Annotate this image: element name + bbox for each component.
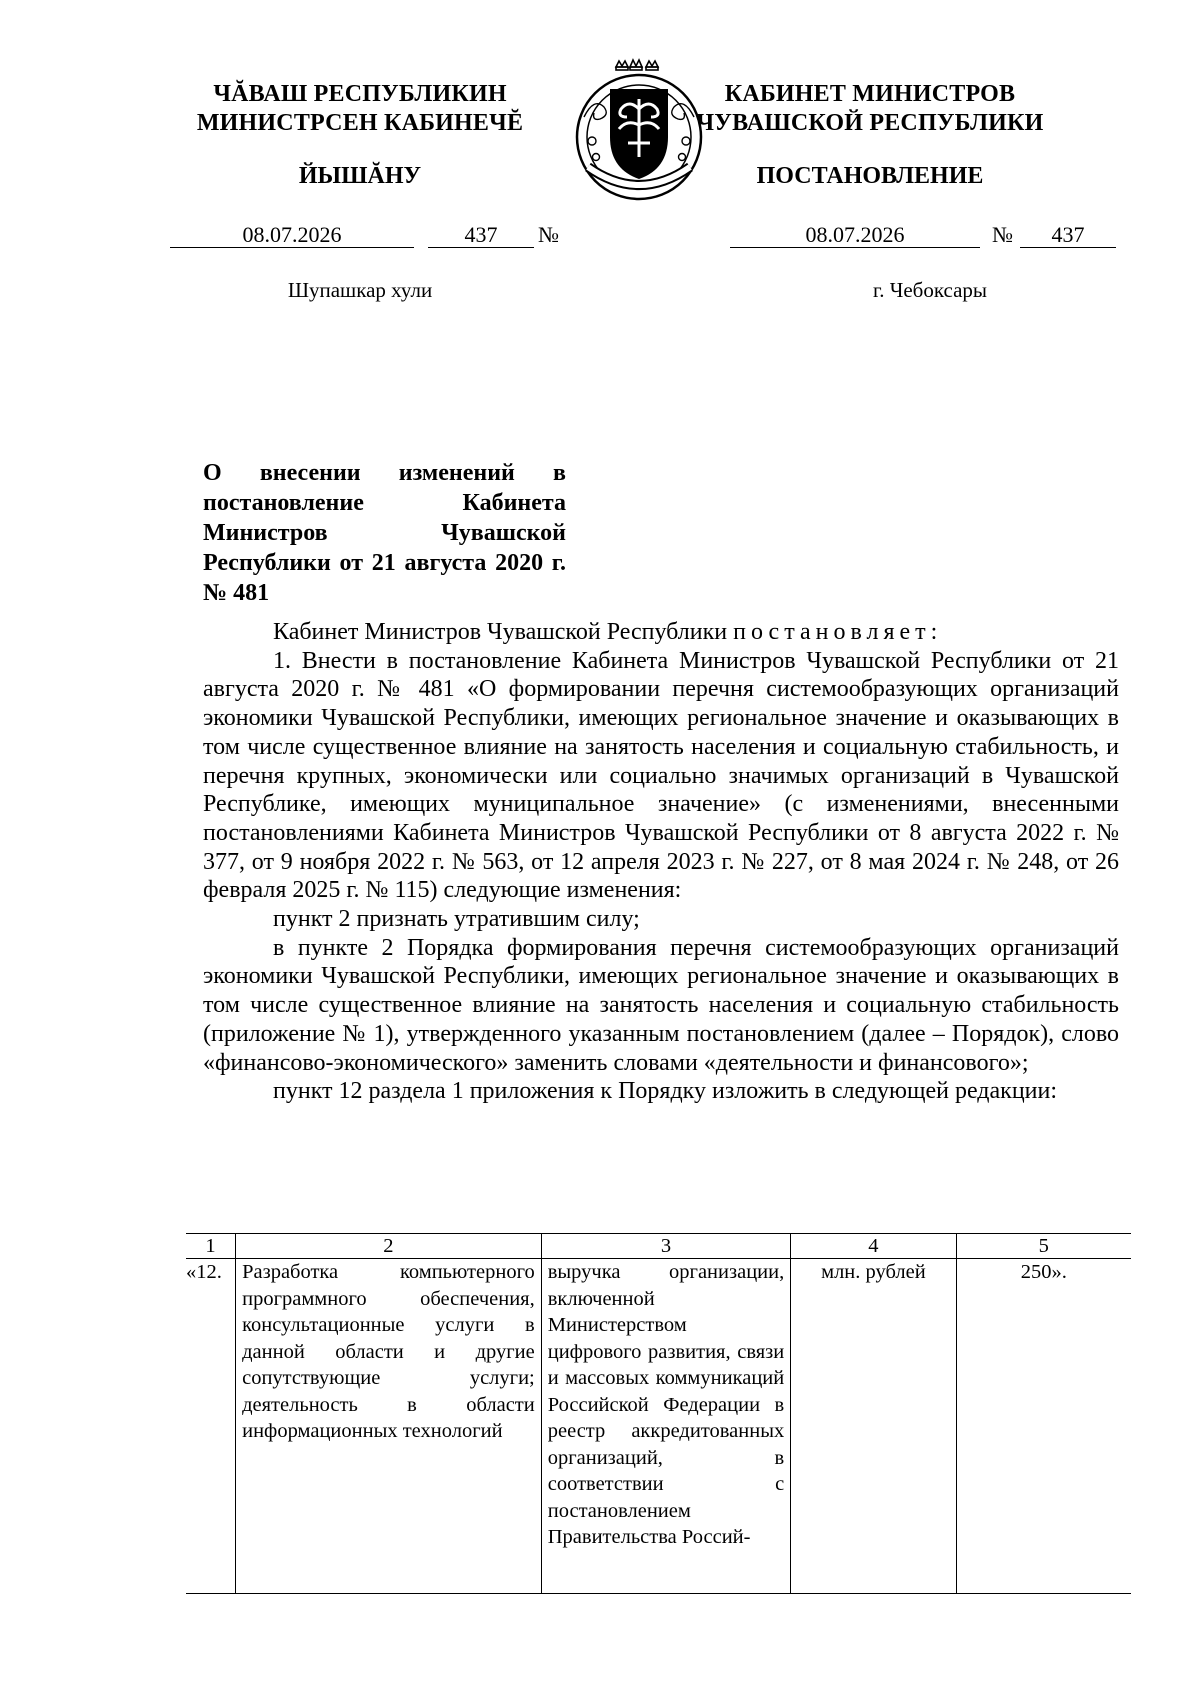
paragraph-2: пункт 2 признать утратившим силу; [273, 906, 640, 933]
header-left-doctype: ЙЫШĂНУ [298, 163, 422, 189]
place-left: Шупашкар хули [287, 278, 433, 302]
place-right: г. Чебоксары [872, 278, 988, 302]
registration-right-number-sign: № [992, 222, 1013, 247]
table-row [186, 1259, 1131, 1594]
registration-right-number: 437 [1020, 222, 1116, 248]
table-cell-unit: млн. рублей [791, 1259, 956, 1594]
document-title: О внесении изменений в постановление Кабинета Министров Чувашской Республики от 21 августа 2020 г. № 481 [203, 460, 566, 606]
table-cell-value: 250». [956, 1259, 1131, 1594]
table-header-cell: 3 [541, 1234, 791, 1259]
registration-left-date: 08.07.2026 [170, 222, 414, 248]
table-header-cell: 1 [186, 1234, 236, 1259]
registration-right-date: 08.07.2026 [730, 222, 980, 248]
header-right-org [690, 80, 1050, 138]
paragraph-3: в пункте 2 Порядка формирования перечня системообразующих организаций экономики Чувашской Республики, имеющих региональное значение и оказывающих в том числе существенное влияние на занятость населения и социальную стабильность (приложение № 1), утвержденного указанным постановлением (далее – Порядок), слово «финансово-экономического» заменить словами «деятельности и финансового»; [203, 934, 1119, 1076]
header-left-line1: ЧĂВАШ РЕСПУБЛИКИН [213, 81, 507, 107]
header-right-line2: ЧУВАШСКОЙ РЕСПУБЛИКИ [696, 110, 1044, 136]
registration-left-number: 437 [428, 222, 534, 248]
table-header-cell: 4 [791, 1234, 956, 1259]
paragraph-1: 1. Внести в постановление Кабинета Министров Чувашской Республики от 21 августа 2020 г. № 481 «О формировании перечня системообразующих организаций экономики Чувашской Республики, имеющих региональное значение и оказывающих в том числе существенное влияние на занятость населения и социальную стабильность, и перечня крупных, экономически или социально значимых организаций в Чувашской Республике, имеющих муниципальное значение» (с изменениями, внесенными постановлениями Кабинета Министров Чувашской Республики от 8 августа 2022 г. № 377, от 9 ноября 2022 г. № 563, от 12 апреля 2023 г. № 227, от 8 мая 2024 г. № 248, от 26 февраля 2025 г. № 115) следующие изменения: [203, 647, 1119, 904]
table-cell-activity: Разработка компьютерного программного обеспечения, консультационные услуги в данной области и другие сопутствующие услуги; деятельность в области информационных технологий [236, 1259, 542, 1594]
preamble-start: Кабинет Министров Чувашской Республики [273, 619, 734, 645]
coat-of-arms-emblem [570, 57, 708, 205]
table-header-row [186, 1234, 1131, 1259]
amendment-table [186, 1233, 1131, 1594]
paragraph-4: пункт 12 раздела 1 приложения к Порядку изложить в следующей редакции: [273, 1078, 1058, 1105]
coat-of-arms-icon [570, 57, 708, 205]
table-cell-criterion: выручка организации, включенной Министерством цифрового развития, связи и массовых коммуникаций Российской Федерации в реестр аккредитованных организаций, в соответствии с постановлением Правительства Россий- [541, 1259, 791, 1594]
preamble-end: : [930, 619, 938, 645]
registration-left [170, 222, 570, 248]
header-left-line2: МИНИСТРСЕН КАБИНЕЧĔ [196, 110, 524, 136]
header-right-doctype: ПОСТАНОВЛЕНИЕ [756, 163, 984, 189]
preamble [203, 618, 1119, 647]
registration-right [730, 222, 1110, 248]
table-cell-num: «12. [186, 1259, 236, 1594]
table-header-cell: 5 [956, 1234, 1131, 1259]
header-left-org [160, 80, 560, 138]
preamble-verb: постановляет [733, 619, 931, 645]
document-body [203, 618, 1119, 1106]
table-header-cell: 2 [236, 1234, 542, 1259]
registration-left-number-sign: № [538, 222, 559, 247]
header-right-line1: КАБИНЕТ МИНИСТРОВ [724, 81, 1016, 107]
